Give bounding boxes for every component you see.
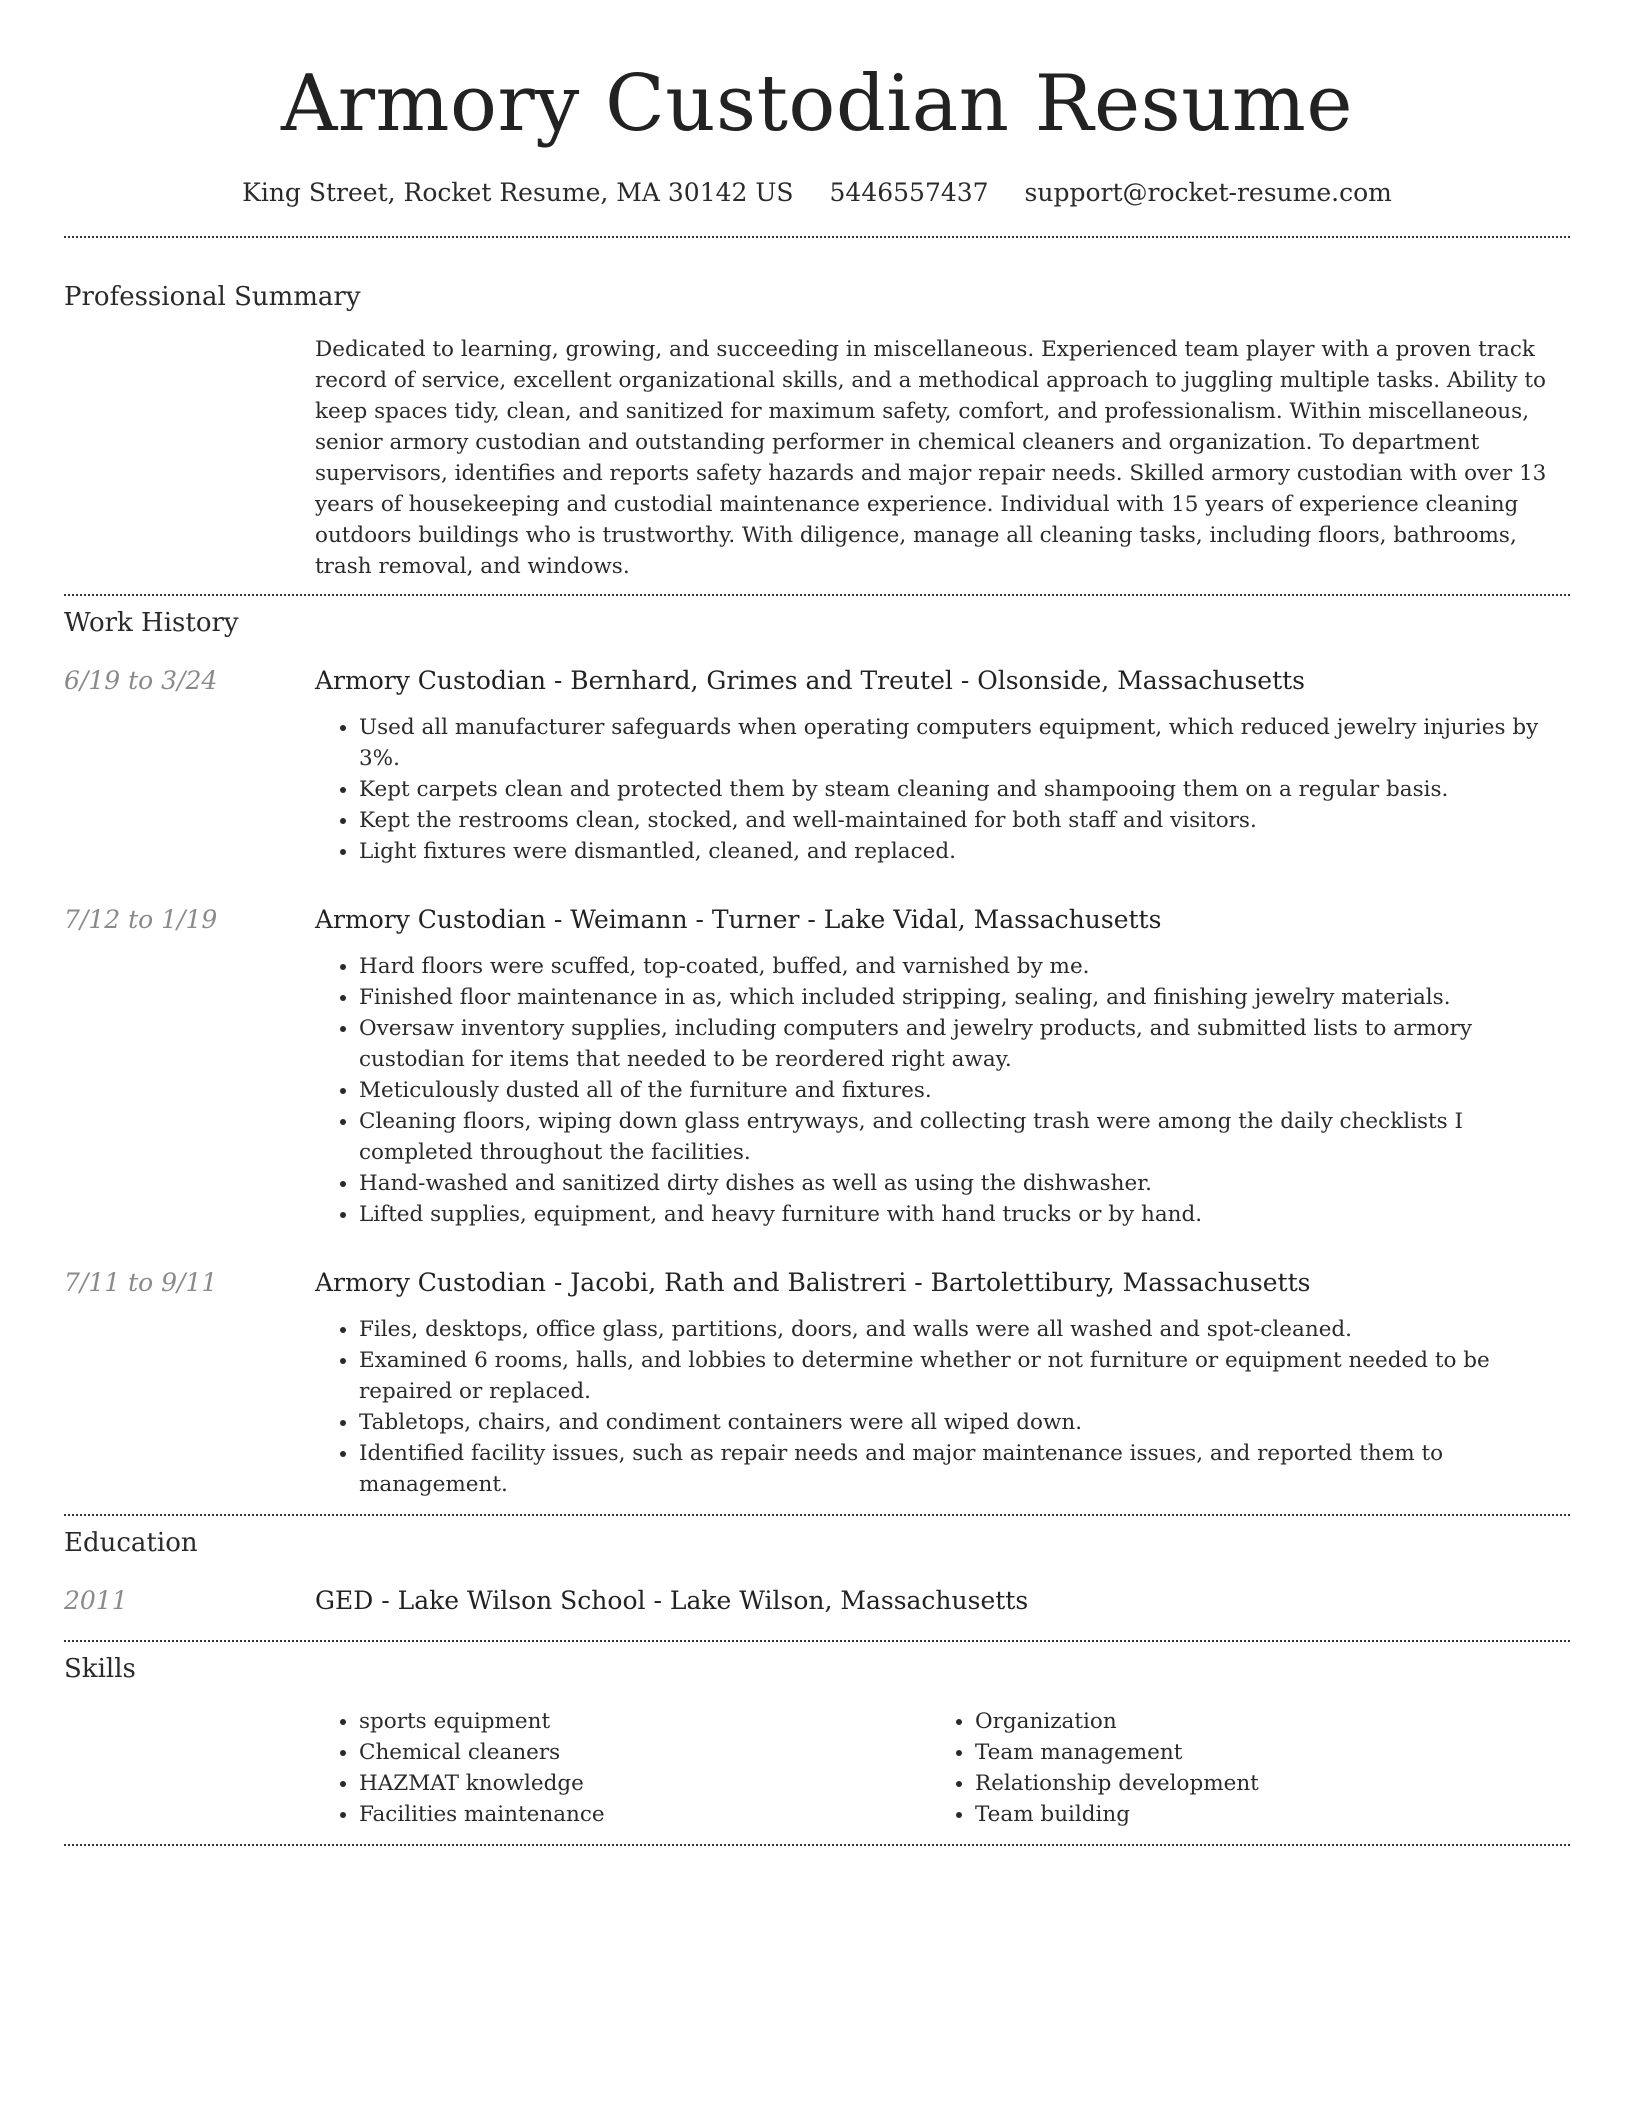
- job-title: Armory Custodian - Weimann - Turner - Lake Vidal, Massachusetts: [315, 905, 1162, 934]
- skills-heading: Skills: [64, 1654, 136, 1684]
- list-item: • Identified facility issues, such as repair needs and major maintenance issues, and reported them to management.: [359, 1438, 1570, 1500]
- list-item: • Relationship development: [975, 1768, 1547, 1799]
- resume-page: [64, 0, 1570, 1846]
- education-section: [64, 1526, 1570, 1618]
- education-entry: [64, 1584, 1570, 1618]
- list-item: • Facilities maintenance: [359, 1799, 931, 1830]
- divider: [64, 1514, 1570, 1516]
- list-item: • Kept carpets clean and protected them by steam cleaning and shampooing them on a regular basis.: [359, 774, 1570, 805]
- skills-list-left: [315, 1706, 931, 1830]
- list-item: • HAZMAT knowledge: [359, 1768, 931, 1799]
- job-dates: 7/11 to 9/11: [64, 1268, 218, 1297]
- job-dates: 7/12 to 1/19: [64, 905, 218, 934]
- education-title: GED - Lake Wilson School - Lake Wilson, Massachusetts: [315, 1586, 1029, 1615]
- job-entry: [64, 1266, 1570, 1500]
- skills-list-right: [931, 1706, 1547, 1830]
- resume-title: Armory Custodian Resume: [280, 59, 1354, 149]
- list-item: • Oversaw inventory supplies, including computers and jewelry products, and submitted lists to armory custodian for items that needed to be reordered right away.: [359, 1013, 1570, 1075]
- list-item: • Cleaning floors, wiping down glass entryways, and collecting trash were among the daily checklists I completed throughout the facilities.: [359, 1106, 1570, 1168]
- list-item: • Lifted supplies, equipment, and heavy furniture with hand trucks or by hand.: [359, 1199, 1570, 1230]
- job-bullets: [315, 712, 1570, 867]
- job-entry: [64, 664, 1570, 867]
- list-item: • Hand-washed and sanitized dirty dishes as well as using the dishwasher.: [359, 1168, 1570, 1199]
- list-item: • Team management: [975, 1737, 1547, 1768]
- contact-address: King Street, Rocket Resume, MA 30142 US: [242, 178, 794, 207]
- contact-phone: 5446557437: [829, 178, 989, 207]
- skills-columns: [315, 1706, 1570, 1830]
- skills-section: [64, 1652, 1570, 1830]
- divider: [64, 236, 1570, 238]
- divider: [64, 1844, 1570, 1846]
- summary-text: Dedicated to learning, growing, and succeeding in miscellaneous. Experienced team player with a proven track record of service, excellent organizational skills, and a methodical approach to juggling multiple tasks. Ability to keep spaces tidy, clean, and sanitized for maximum safety, comfort, and professionalism. Within miscellaneous, senior armory custodian and outstanding performer in chemical cleaners and organization. To department supervisors, identifies and reports safety hazards and major repair needs. Skilled armory custodian with over 13 years of housekeeping and custodial maintenance experience. Individual with 15 years of experience cleaning outdoors buildings who is trustworthy. With diligence, manage all cleaning tasks, including floors, bathrooms, trash removal, and windows.: [315, 337, 1547, 579]
- job-bullets: [315, 951, 1570, 1230]
- work-history-section: [64, 606, 1570, 1500]
- list-item: • Hard floors were scuffed, top-coated, buffed, and varnished by me.: [359, 951, 1570, 982]
- list-item: • Kept the restrooms clean, stocked, and well-maintained for both staff and visitors.: [359, 805, 1570, 836]
- summary-heading: Professional Summary: [64, 282, 361, 312]
- work-history-heading: Work History: [64, 608, 239, 638]
- list-item: • Light fixtures were dismantled, cleaned, and replaced.: [359, 836, 1570, 867]
- divider: [64, 594, 1570, 596]
- job-dates: 6/19 to 3/24: [64, 666, 218, 695]
- list-item: • sports equipment: [359, 1706, 931, 1737]
- summary-section: [64, 280, 1570, 582]
- list-item: • Finished floor maintenance in as, which included stripping, sealing, and finishing jewelry materials.: [359, 982, 1570, 1013]
- list-item: • Used all manufacturer safeguards when operating computers equipment, which reduced jewelry injuries by 3%.: [359, 712, 1570, 774]
- education-heading: Education: [64, 1528, 198, 1558]
- contact-line: [64, 176, 1570, 210]
- list-item: • Files, desktops, office glass, partitions, doors, and walls were all washed and spot-cleaned.: [359, 1314, 1570, 1345]
- list-item: • Organization: [975, 1706, 1547, 1737]
- list-item: • Examined 6 rooms, halls, and lobbies to determine whether or not furniture or equipment needed to be repaired or replaced.: [359, 1345, 1570, 1407]
- divider: [64, 1640, 1570, 1642]
- job-title: Armory Custodian - Bernhard, Grimes and Treutel - Olsonside, Massachusetts: [315, 666, 1306, 695]
- education-date: 2011: [64, 1586, 128, 1615]
- job-bullets: [315, 1314, 1570, 1500]
- list-item: • Chemical cleaners: [359, 1737, 931, 1768]
- contact-email: support@rocket-resume.com: [1024, 178, 1392, 207]
- list-item: • Team building: [975, 1799, 1547, 1830]
- job-title: Armory Custodian - Jacobi, Rath and Balistreri - Bartolettibury, Massachusetts: [315, 1268, 1311, 1297]
- list-item: • Tabletops, chairs, and condiment containers were all wiped down.: [359, 1407, 1570, 1438]
- list-item: • Meticulously dusted all of the furniture and fixtures.: [359, 1075, 1570, 1106]
- job-entry: [64, 903, 1570, 1230]
